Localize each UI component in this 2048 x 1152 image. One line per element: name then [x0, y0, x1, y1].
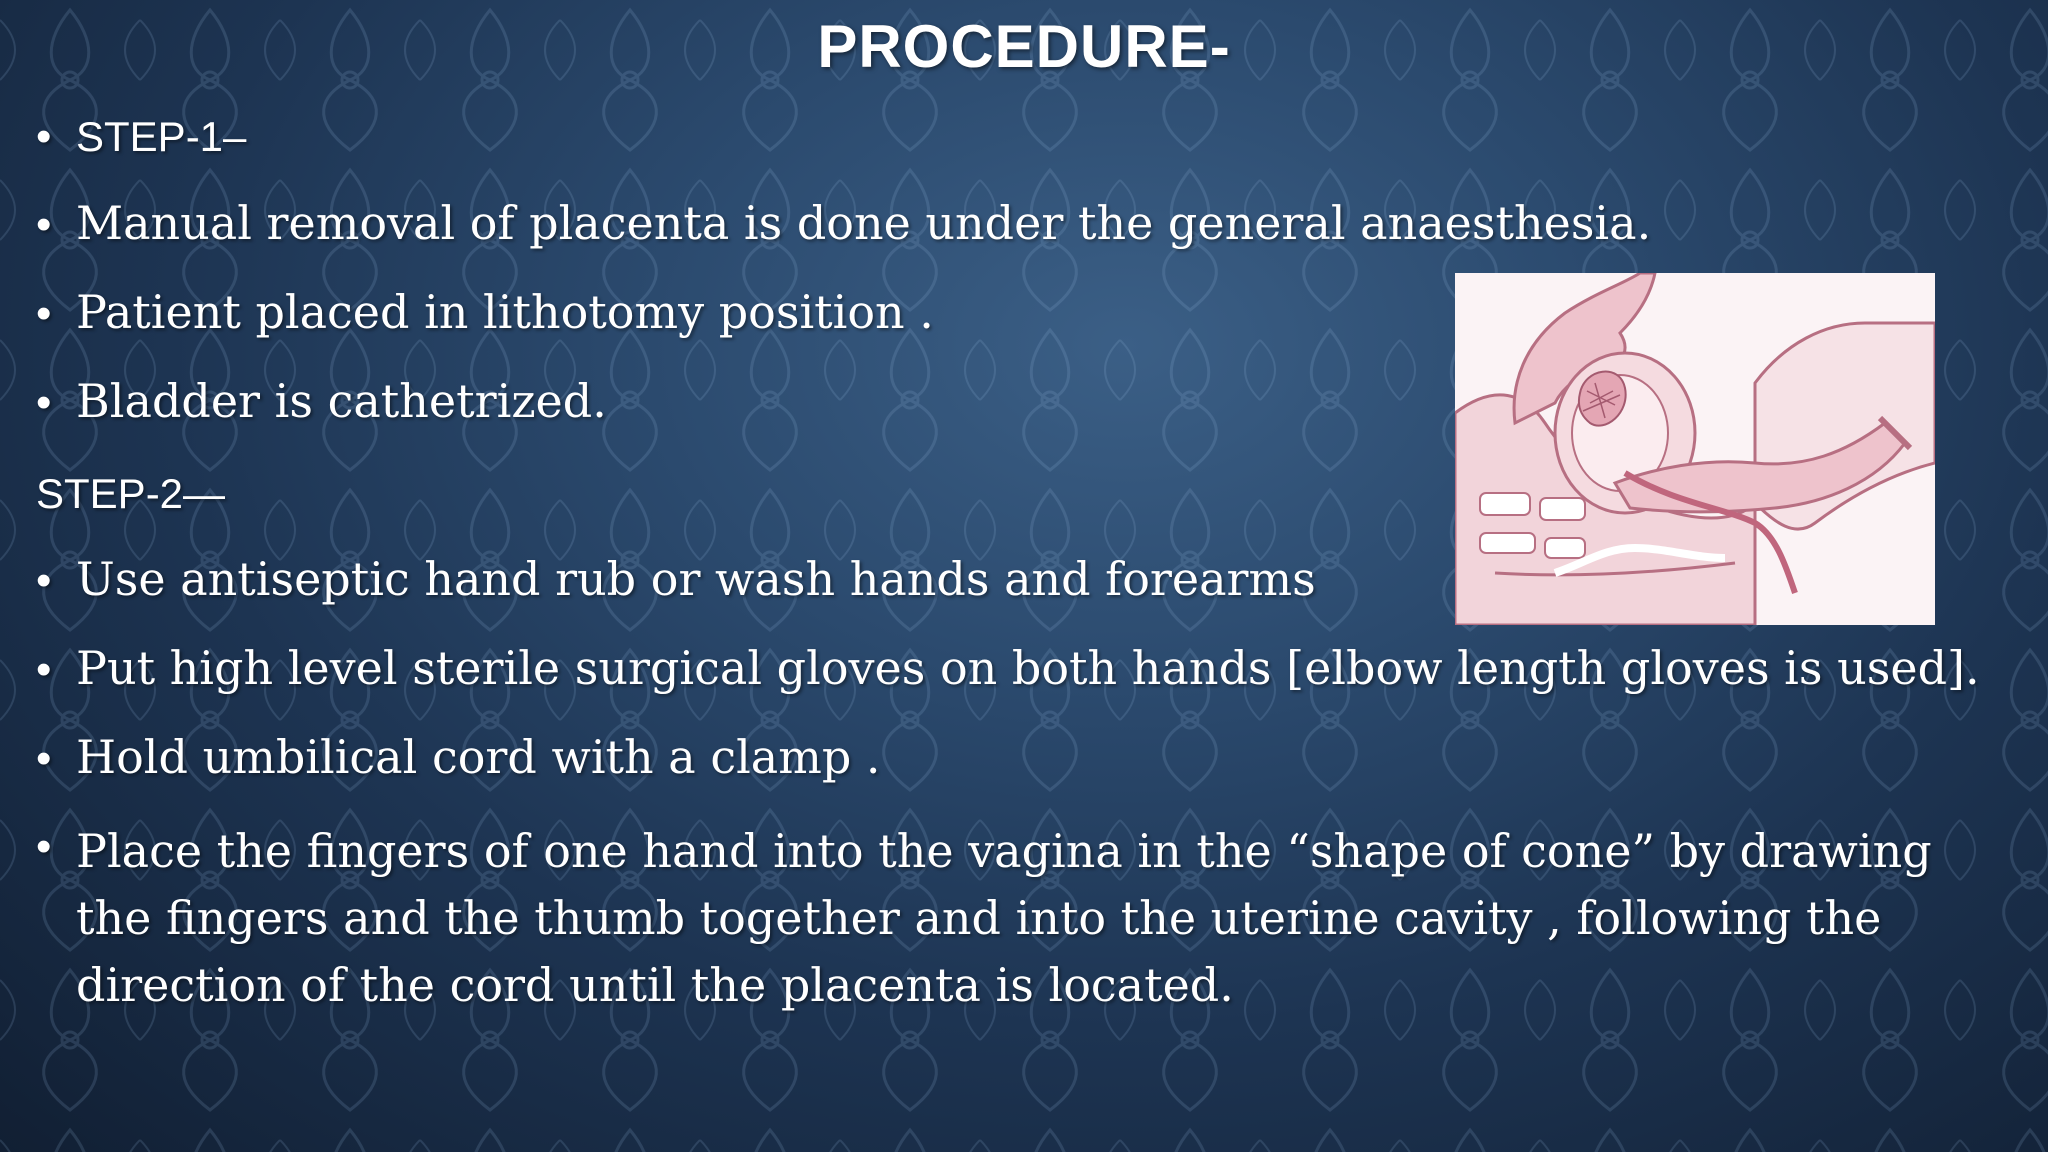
step2-item-1	[36, 552, 1316, 606]
bullet-icon: •	[36, 822, 52, 871]
manual-placenta-removal-icon	[1455, 273, 1935, 625]
step1-item-2	[36, 285, 934, 339]
step1-heading-row	[36, 112, 246, 162]
step1-heading: STEP-1–	[76, 113, 247, 160]
bullet-icon: •	[36, 289, 52, 338]
step2-item-3	[36, 730, 881, 784]
step1-item-text: Patient placed in lithotomy position .	[76, 285, 934, 339]
step2-item-4: Place the fingers of one hand into the vagina in the “shape of cone” by drawing the fingers and the thumb together and into the uterine cavity , following the direction of the cord until the placenta is located.	[76, 824, 1932, 1012]
bullet-icon: •	[36, 645, 52, 694]
step2-heading-row	[36, 470, 225, 518]
step2-item-text: Hold umbilical cord with a clamp .	[76, 730, 881, 784]
step2-item-text: Use antiseptic hand rub or wash hands and forearms	[76, 552, 1316, 606]
step1-item-1	[36, 196, 1651, 250]
bullet-icon: •	[36, 734, 52, 783]
bullet-icon: •	[36, 112, 52, 161]
step2-item-2	[36, 641, 1980, 695]
step1-item-text: Bladder is cathetrized.	[76, 374, 607, 428]
slide-title: PROCEDURE-	[817, 13, 1231, 80]
step2-heading: STEP-2—	[36, 470, 226, 517]
step1-item-3	[36, 374, 607, 428]
bullet-icon: •	[36, 378, 52, 427]
step2-item-text: Put high level sterile surgical gloves on both hands [elbow length gloves is used].	[76, 641, 1980, 695]
procedure-illustration	[1455, 273, 1935, 625]
bullet-icon: •	[36, 556, 52, 605]
bullet-icon: •	[36, 200, 52, 249]
step1-item-text: Manual removal of placenta is done under the general anaesthesia.	[76, 196, 1652, 250]
